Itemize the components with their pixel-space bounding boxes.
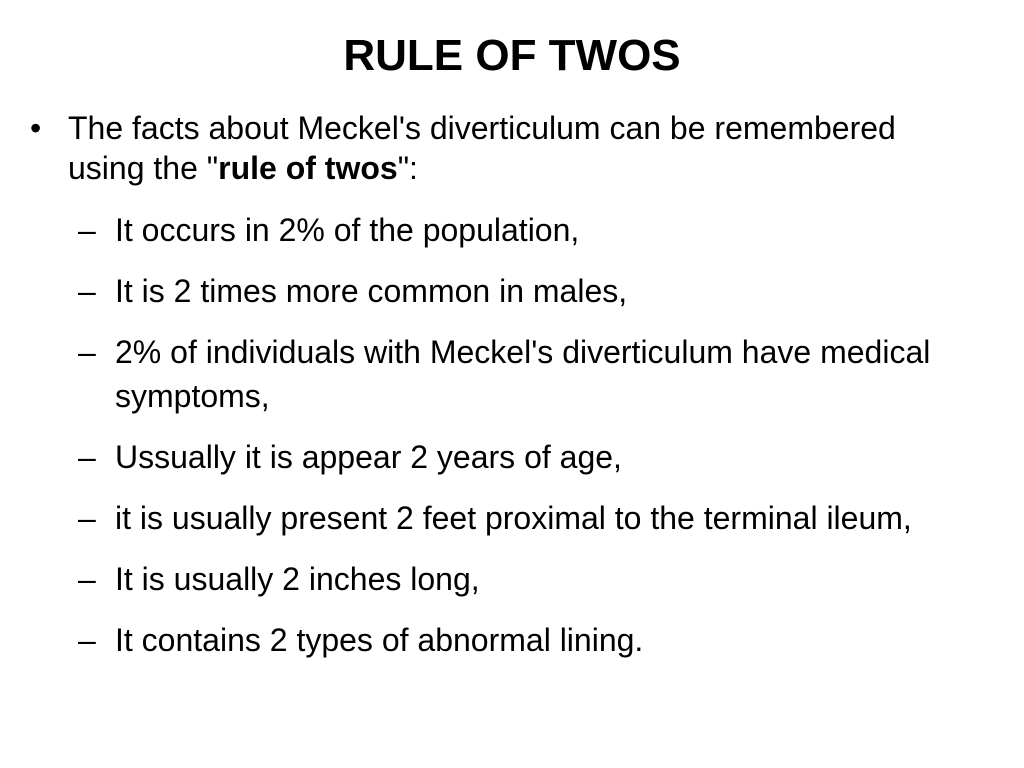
dash-icon: – <box>78 439 96 475</box>
dash-icon: – <box>78 334 96 370</box>
sub-bullet-text: It is 2 times more common in males, <box>115 273 628 309</box>
dash-icon: – <box>78 622 96 658</box>
sub-bullet <box>78 330 1008 418</box>
main-bullet-bold-text: rule of twos <box>218 150 398 186</box>
main-bullet-text-after: ": <box>397 150 418 186</box>
sub-bullet-text: Ussually it is appear 2 years of age, <box>115 439 622 475</box>
dash-icon: – <box>78 212 96 248</box>
dash-icon: – <box>78 273 96 309</box>
main-bullet-text-before: The facts about Meckel's diverticulum can be remembered using the " <box>68 110 896 186</box>
sub-bullet-text: it is usually present 2 feet proximal to the terminal ileum, <box>115 500 912 536</box>
dash-icon: – <box>78 500 96 536</box>
sub-bullet <box>78 496 1008 540</box>
sub-bullet-text: It contains 2 types of abnormal lining. <box>115 622 644 658</box>
sub-bullet-text: It occurs in 2% of the population, <box>115 212 580 248</box>
sub-bullet-text: 2% of individuals with Meckel's diverticulum have medical symptoms, <box>115 334 931 414</box>
sub-bullet <box>78 618 1008 662</box>
sub-bullet-text: It is usually 2 inches long, <box>115 561 480 597</box>
dash-icon: – <box>78 561 96 597</box>
main-bullet-text <box>68 108 948 188</box>
bullet-icon: • <box>30 110 42 146</box>
sub-bullet-list <box>78 208 1008 679</box>
sub-bullet <box>78 208 1008 252</box>
sub-bullet <box>78 557 1008 601</box>
slide-title: RULE OF TWOS <box>343 31 681 80</box>
sub-bullet <box>78 435 1008 479</box>
sub-bullet <box>78 269 1008 313</box>
